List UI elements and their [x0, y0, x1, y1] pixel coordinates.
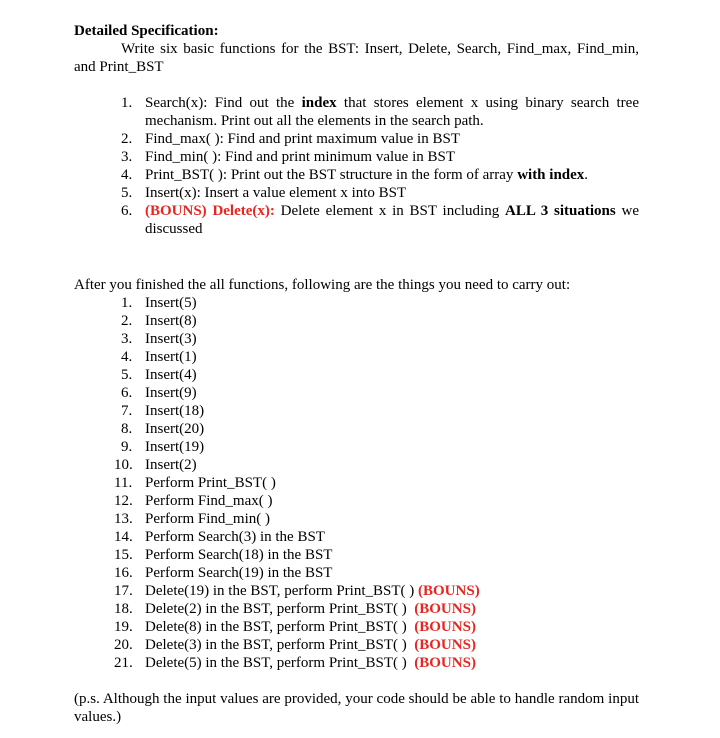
task-item — [74, 564, 639, 582]
spec-text: . — [584, 167, 589, 183]
spec-item — [74, 166, 639, 184]
task-text: Insert(2) — [145, 457, 197, 473]
list-number: 13. — [114, 511, 133, 527]
task-item — [74, 330, 639, 348]
list-number: 4. — [121, 349, 133, 365]
list-number: 5. — [121, 367, 133, 383]
task-item — [74, 492, 639, 510]
task-item — [74, 294, 639, 312]
intro-paragraph: Write six basic functions for the BST: Insert, Delete, Search, Find_max, Find_min, and Print_BST — [74, 41, 639, 75]
task-text: Insert(8) — [145, 313, 197, 329]
list-number: 3. — [121, 149, 133, 165]
bonus-label: (BOUNS) Delete(x): — [145, 203, 275, 219]
list-number: 15. — [114, 547, 133, 563]
task-item — [74, 546, 639, 564]
list-number: 12. — [114, 493, 133, 509]
spec-text: Print_BST( ): Print out the BST structure in the form of array — [145, 167, 518, 183]
list-number: 17. — [114, 583, 133, 599]
list-number: 1. — [121, 95, 133, 111]
task-text: Perform Find_max( ) — [145, 493, 273, 509]
task-item — [74, 582, 639, 600]
spec-text: Find_min( ): Find and print minimum value in BST — [145, 149, 455, 165]
list-number: 19. — [114, 619, 133, 635]
list-number: 14. — [114, 529, 133, 545]
task-text: Insert(1) — [145, 349, 197, 365]
task-text: Delete(2) in the BST, perform Print_BST( ) — [145, 601, 415, 617]
task-text: Insert(20) — [145, 421, 205, 437]
task-item — [74, 348, 639, 366]
task-text: Perform Search(19) in the BST — [145, 565, 333, 581]
spec-text: index — [301, 95, 337, 111]
list-number: 2. — [121, 131, 133, 147]
task-text: Delete(8) in the BST, perform Print_BST( ) — [145, 619, 415, 635]
instructions-paragraph: After you finished the all functions, following are the things you need to carry out: — [74, 277, 571, 293]
task-item — [74, 366, 639, 384]
spec-item — [74, 184, 639, 202]
task-text: Insert(3) — [145, 331, 197, 347]
task-item — [74, 636, 639, 654]
bonus-label: (BOUNS) — [414, 619, 476, 635]
task-item — [74, 528, 639, 546]
task-item — [74, 420, 639, 438]
list-number: 6. — [121, 203, 133, 219]
list-number: 1. — [121, 295, 133, 311]
task-text: Delete(3) in the BST, perform Print_BST( ) — [145, 637, 415, 653]
task-text: Insert(19) — [145, 439, 205, 455]
task-text: Perform Find_min( ) — [145, 511, 270, 527]
list-number: 11. — [114, 475, 133, 491]
task-text: Perform Search(3) in the BST — [145, 529, 325, 545]
list-number: 21. — [114, 655, 133, 671]
task-text: Perform Print_BST( ) — [145, 475, 276, 491]
task-item — [74, 456, 639, 474]
task-item — [74, 654, 639, 672]
task-text: Insert(4) — [145, 367, 197, 383]
task-item — [74, 312, 639, 330]
task-text: Perform Search(18) in the BST — [145, 547, 333, 563]
task-item — [74, 384, 639, 402]
list-number: 18. — [114, 601, 133, 617]
list-number: 6. — [121, 385, 133, 401]
task-item — [74, 510, 639, 528]
task-item — [74, 600, 639, 618]
spec-text: we discussed — [145, 203, 640, 237]
section-heading: Detailed Specification: — [74, 23, 219, 39]
spec-item — [74, 202, 639, 238]
spec-text: that stores element x using binary search tree mechanism. Print out all the elements in the search path. — [145, 95, 639, 129]
list-number: 5. — [121, 185, 133, 201]
task-text: Delete(5) in the BST, perform Print_BST( ) — [145, 655, 415, 671]
list-number: 4. — [121, 167, 133, 183]
list-number: 16. — [114, 565, 133, 581]
task-text: Delete(19) in the BST, perform Print_BST( ) — [145, 583, 419, 599]
task-item — [74, 618, 639, 636]
list-number: 3. — [121, 331, 133, 347]
spec-text: Insert(x): Insert a value element x into BST — [145, 185, 407, 201]
task-item — [74, 402, 639, 420]
task-text: Insert(5) — [145, 295, 197, 311]
list-number: 8. — [121, 421, 133, 437]
list-number: 10. — [114, 457, 133, 473]
note-paragraph: (p.s. Although the input values are provided, your code should be able to handle random input values.) — [74, 691, 639, 725]
task-item — [74, 474, 639, 492]
list-number: 20. — [114, 637, 133, 653]
spec-text: Delete element x in BST including — [274, 203, 505, 219]
bonus-label: (BOUNS) — [414, 655, 476, 671]
spec-item — [74, 94, 639, 130]
function-spec-list — [74, 94, 639, 238]
spec-text: Find_max( ): Find and print maximum value in BST — [145, 131, 460, 147]
list-number: 2. — [121, 313, 133, 329]
task-text: Insert(18) — [145, 403, 205, 419]
task-text: Insert(9) — [145, 385, 197, 401]
spec-text: Search(x): Find out the — [145, 95, 302, 111]
list-number: 9. — [121, 439, 133, 455]
bonus-label: (BOUNS) — [414, 601, 476, 617]
task-list — [74, 294, 639, 672]
bonus-label: (BOUNS) — [418, 583, 480, 599]
spec-text: ALL 3 situations — [505, 203, 616, 219]
task-item — [74, 438, 639, 456]
spec-item — [74, 148, 639, 166]
list-number: 7. — [121, 403, 133, 419]
bonus-label: (BOUNS) — [414, 637, 476, 653]
spec-item — [74, 130, 639, 148]
spec-text: with index — [517, 167, 585, 183]
